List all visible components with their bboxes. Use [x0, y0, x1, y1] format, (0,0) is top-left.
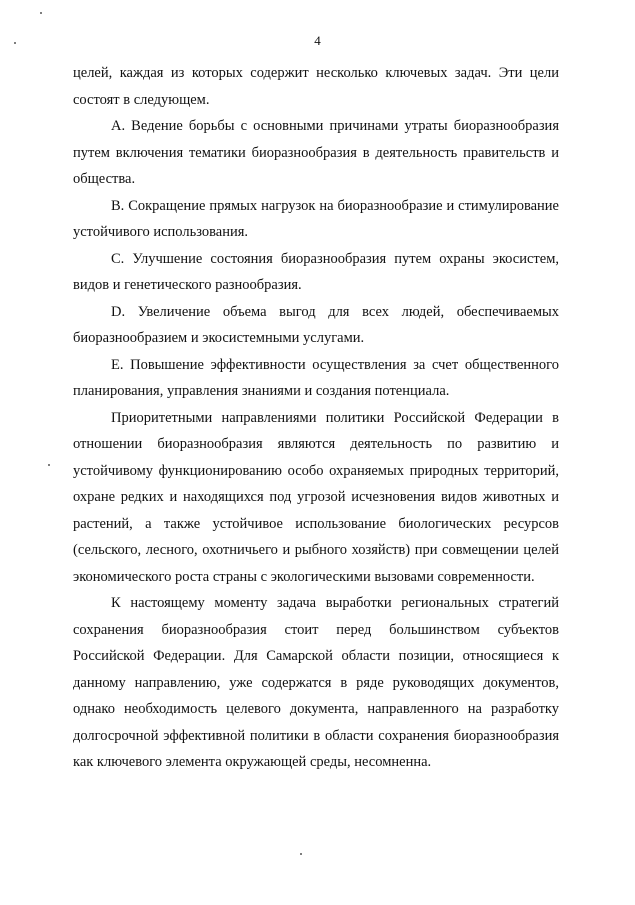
paragraph-goal-e: E. Повышение эффективности осуществления за счет общественного планирования, управления знаниями и создания потенциала.	[73, 356, 559, 399]
paragraph-intro: целей, каждая из которых содержит несколько ключевых задач. Эти цели состоят в следующем.	[73, 65, 559, 108]
scan-speck	[40, 12, 42, 14]
scan-speck	[300, 853, 302, 855]
paragraph-goal-d: D. Увеличение объема выгод для всех людей, обеспечиваемых биоразнообразием и экосистемными услугами.	[73, 303, 559, 346]
paragraph-goal-b: B. Сокращение прямых нагрузок на биоразнообразие и стимулирование устойчивого использования.	[73, 197, 559, 240]
paragraph-priorities: Приоритетными направлениями политики Российской Федерации в отношении биоразнообразия являются деятельность по развитию и устойчивому функционированию особо охраняемых природных территорий, охране редких и находящихся под угрозой исчезновения видов животных и растений, а также устойчивое использование биологических ресурсов (сельского, лесного, охотничьего и рыбного хозяйств) при совмещении целей экономического роста страны с экологическими вызовами современности.	[73, 409, 559, 585]
paragraph-goal-c: C. Улучшение состояния биоразнообразия путем охраны экосистем, видов и генетического разнообразия.	[73, 250, 559, 293]
paragraph-regional: К настоящему моменту задача выработки региональных стратегий сохранения биоразнообразия стоит перед большинством субъектов Российской Федерации. Для Самарской области позиции, относящиеся к данному направлению, уже содержатся в ряде руководящих документов, однако необходимость целевого документа, направленного на разработку долгосрочной эффективной политики в области сохранения биоразнообразия как ключевого элемента окружающей среды, несомненна.	[73, 595, 559, 770]
scan-speck	[48, 464, 50, 466]
scan-speck	[14, 42, 16, 44]
paragraph-goal-a: A. Ведение борьбы с основными причинами утраты биоразнообразия путем включения тематики биоразнообразия в деятельность правительств и общества.	[73, 118, 559, 187]
page-number: 4	[314, 33, 321, 48]
document-body	[73, 60, 559, 776]
